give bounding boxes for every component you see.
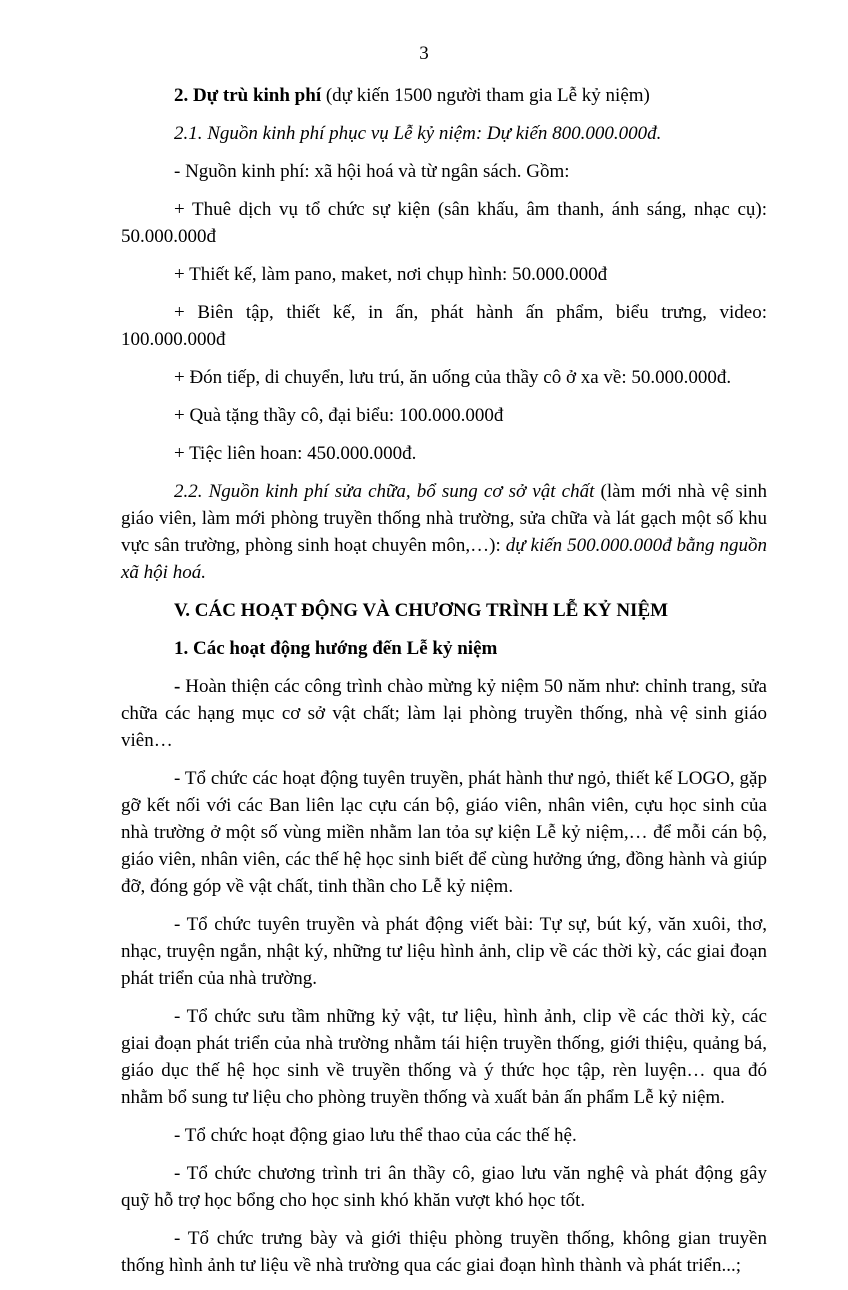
activity-item: - Tổ chức tuyên truyền và phát động viết bài: Tự sự, bút ký, văn xuôi, thơ, nhạc, truyện ngắn, nhật ký, những tư liệu hình ảnh, clip về các thời kỳ, các giai đoạn phát triển của nhà trường. (121, 914, 767, 989)
budget-subsection-2-title: 2.2. Nguồn kinh phí sửa chữa, bổ sung cơ sở vật chất (174, 481, 595, 502)
budget-subsection-2 (121, 478, 767, 586)
budget-subsection-1: 2.1. Nguồn kinh phí phục vụ Lễ kỷ niệm: Dự kiến 800.000.000đ. (174, 123, 662, 144)
page-number: 3 (419, 43, 429, 64)
budget-item: + Thiết kế, làm pano, maket, nơi chụp hình: 50.000.000đ (174, 264, 608, 285)
section-v-title: V. CÁC HOẠT ĐỘNG VÀ CHƯƠNG TRÌNH LỄ KỶ NIỆM (174, 600, 669, 621)
budget-title: 2. Dự trù kinh phí (174, 85, 322, 106)
budget-item: + Tiệc liên hoan: 450.000.000đ. (174, 443, 417, 464)
activity-item: - Tổ chức sưu tầm những kỷ vật, tư liệu, hình ảnh, clip về các thời kỳ, các giai đoạn phát triển của nhà trường nhằm tái hiện truyền thống, giới thiệu, quảng bá, giáo dục thế hệ học sinh về truyền thống và ý thức học tập, rèn luyện… qua đó nhằm bổ sung tư liệu cho phòng truyền thống và xuất bản ấn phẩm Lễ kỷ niệm. (121, 1006, 767, 1108)
activity-item: - Tổ chức chương trình tri ân thầy cô, giao lưu văn nghệ và phát động gây quỹ hỗ trợ học bổng cho học sinh khó khăn vượt khó học tốt. (121, 1163, 767, 1211)
activity-dash: - (174, 676, 181, 697)
budget-subsection-2-detail: (làm mới nhà vệ sinh giáo viên, làm mới phòng truyền thống nhà trường, sửa chữa và lát gạch một số khu vực sân trường, phòng sinh hoạt chuyên môn,…): (121, 481, 767, 556)
budget-heading (121, 82, 767, 109)
activities-heading: 1. Các hoạt động hướng đến Lễ kỷ niệm (174, 638, 498, 659)
activity-item: - Tổ chức hoạt động giao lưu thể thao của các thế hệ. (174, 1125, 577, 1146)
budget-item: + Quà tặng thầy cô, đại biểu: 100.000.000đ (174, 405, 504, 426)
budget-title-note: (dự kiến 1500 người tham gia Lễ kỷ niệm) (321, 85, 650, 106)
budget-source: - Nguồn kinh phí: xã hội hoá và từ ngân sách. Gồm: (174, 161, 570, 182)
budget-subsection-2-amount: dự kiến 500.000.000đ bằng nguồn xã hội hoá. (121, 535, 767, 583)
budget-item: + Biên tập, thiết kế, in ấn, phát hành ấn phẩm, biểu trưng, video: 100.000.000đ (121, 302, 767, 350)
budget-item: + Thuê dịch vụ tổ chức sự kiện (sân khấu, âm thanh, ánh sáng, nhạc cụ): 50.000.000đ (121, 199, 767, 247)
document-body (121, 82, 767, 1290)
activity-item (121, 673, 767, 754)
activity-text: Hoàn thiện các công trình chào mừng kỷ niệm 50 năm như: chỉnh trang, sửa chữa các hạng mục cơ sở vật chất; làm lại phòng truyền thống, nhà vệ sinh giáo viên… (121, 676, 767, 751)
activity-item: - Tổ chức trưng bày và giới thiệu phòng truyền thống, không gian truyền thống hình ảnh tư liệu về nhà trường qua các giai đoạn hình thành và phát triển...; (121, 1228, 767, 1276)
budget-item: + Đón tiếp, di chuyển, lưu trú, ăn uống của thầy cô ở xa về: 50.000.000đ. (174, 367, 732, 388)
activity-item: - Tổ chức các hoạt động tuyên truyền, phát hành thư ngỏ, thiết kế LOGO, gặp gỡ kết nối với các Ban liên lạc cựu cán bộ, giáo viên, nhân viên, cựu học sinh của nhà trường ở một số vùng miền nhằm lan tỏa sự kiện Lễ kỷ niệm,… để mỗi cán bộ, giáo viên, nhân viên, các thế hệ học sinh biết để cùng hưởng ứng, đồng hành và giúp đỡ, đóng góp về vật chất, tinh thần cho Lễ kỷ niệm. (121, 768, 767, 897)
